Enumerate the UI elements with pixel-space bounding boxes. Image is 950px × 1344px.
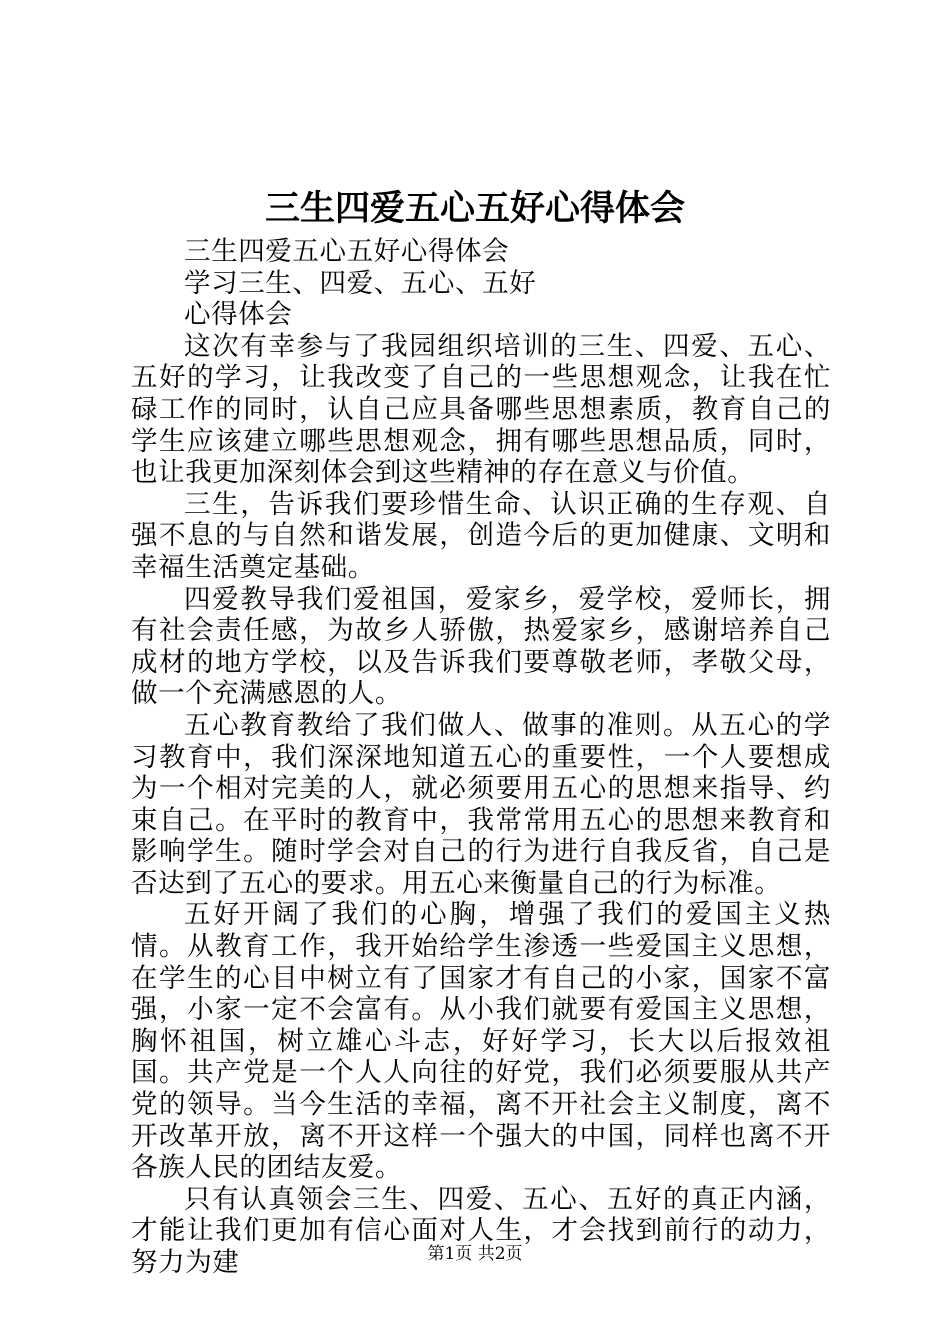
paragraph-conclusion: 只有认真领会三生、四爱、五心、五好的真正内涵，才能让我们更加有信心面对人生，才会找到前行的动力，努力为建: [131, 1183, 831, 1278]
paragraph-intro: 这次有幸参与了我园组织培训的三生、四爱、五心、五好的学习，让我改变了自己的一些思想观念，让我在忙碌工作的同时，认自己应具备哪些思想素质，教育自己的学生应该建立哪些思想观念，拥有哪些思想品质，同时，也让我更加深刻体会到这些精神的存在意义与价值。: [131, 330, 831, 489]
paragraph-heading-2: 学习三生、四爱、五心、五好: [184, 267, 537, 299]
paragraph-heading-3: 心得体会: [184, 299, 293, 331]
paragraph-heading-1: 三生四爱五心五好心得体会: [184, 236, 510, 267]
paragraph-sansheng: 三生，告诉我们要珍惜生命、认识正确的生存观、自强不息的与自然和谐发展，创造今后的更加健康、文明和幸福生活奠定基础。: [131, 488, 831, 583]
page-title: 三生四爱五心五好心得体会: [264, 188, 685, 229]
paragraph-siai: 四爱教导我们爱祖国，爱家乡，爱学校，爱师长，拥有社会责任感，为故乡人骄傲，热爱家乡，感谢培养自己成材的地方学校，以及告诉我们要尊敬老师，孝敬父母，做一个充满感恩的人。: [131, 583, 831, 710]
document-body: [131, 236, 831, 1279]
paragraph-wuhao: 五好开阔了我们的心胸，增强了我们的爱国主义热情。从教育工作，我开始给学生渗透一些爱国主义思想，在学生的心目中树立有了国家才有自己的小家，国家不富强，小家一定不会富有。从小我们就要有爱国主义思想，胸怀祖国，树立雄心斗志，好好学习，长大以后报效祖国。共产党是一个人人向往的好党，我们必须要服从共产党的领导。当今生活的幸福，离不开社会主义制度，离不开改革开放，离不开这样一个强大的中国，同样也离不开各族人民的团结友爱。: [131, 899, 831, 1184]
paragraph-wuxin: 五心教育教给了我们做人、做事的准则。从五心的学习教育中，我们深深地知道五心的重要性，一个人要想成为一个相对完美的人，就必须要用五心的思想来指导、约束自己。在平时的教育中，我常常用五心的思想来教育和影响学生。随时学会对自己的行为进行自我反省，自己是否达到了五心的要求。用五心来衡量自己的行为标准。: [131, 709, 831, 899]
page-number-footer: 第1页 共2页: [427, 1244, 523, 1264]
